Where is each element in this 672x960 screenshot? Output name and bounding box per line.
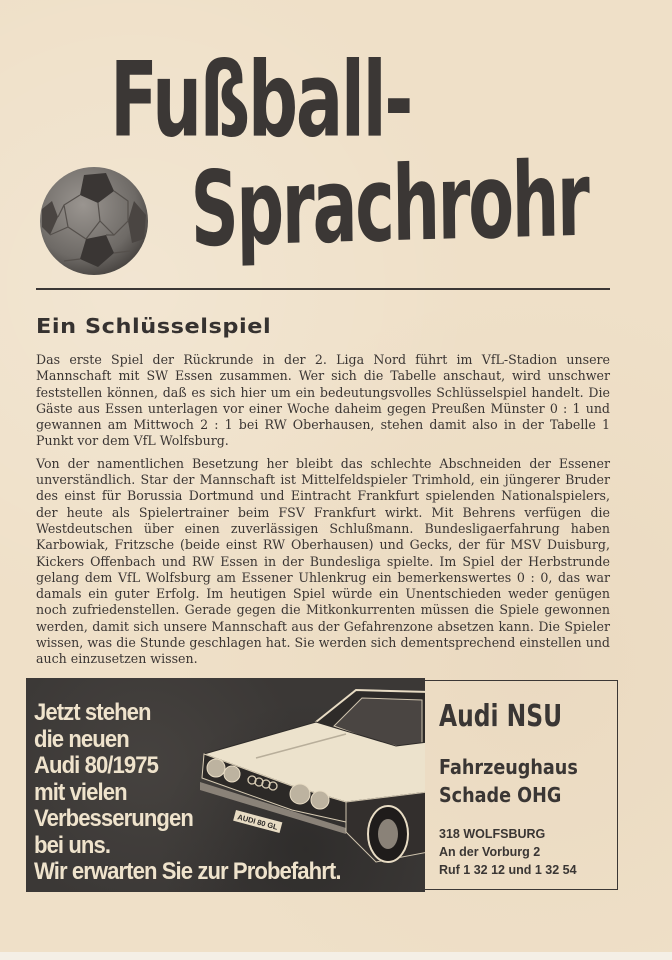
brand-name: Audi NSU [439, 699, 563, 734]
dealer-line: Schade OHG [439, 783, 562, 807]
article-paragraph: Von der namentlichen Besetzung her bleibt das schlechte Abschneiden der Essener unverständlich. Star der Mannschaft ist Mittelfeldspieler Trimhold, ein jüngerer Bruder des einst für Borussia Dortmund und Eintracht Frankfurt spielenden Nationalspielers, der heute als Spielertrainer beim FSV Frankfurt wirkt. Mit Behrens verfügen die Westdeutschen über einen zuverlässigen Schlußmann. Bundesligaerfahrung haben Karbowiak, Fritzsche (beide einst RW Oberhausen) und Gecks, der für MSV Duisburg, Kickers Offenbach und RW Essen in der Bundesliga spielte. Im Spiel der Herbstrunde gelang dem VfL Wolfsburg am Essener Uhlenkrug ein bemerkenswertes 0 : 0, das war damals ein guter Erfolg. Im heutigen Spiel würde ein Unentschieden weder genügen noch zufriedenstellen. Gerade gegen die Mitkonkurrenten müssen die Spiele gewonnen werden, damit sich unsere Mannschaft aus der Gefahrenzone absetzen kann. Die Spieler wissen, was die Stunde geschlagen hat. Sie werden sich dementsprechend einstellen und auch einzusetzen wissen. [36, 455, 610, 667]
slogan-line: bei uns. [34, 831, 111, 859]
slogan-line: Jetzt stehen [34, 699, 151, 726]
horizontal-rule [36, 288, 610, 290]
masthead [0, 0, 672, 290]
advertisement [26, 678, 620, 892]
slogan-line: Verbesserungen [34, 805, 193, 832]
slogan-line: Audi 80/1975 [34, 752, 158, 779]
title-line-1: Fußball- [110, 40, 412, 161]
article-headline: Ein Schlüsselspiel [36, 314, 272, 338]
dealer-name [439, 753, 578, 809]
article-body [36, 352, 610, 674]
license-plate-text: AUDI 80 GL [236, 812, 279, 832]
title-line-2: Sprachrohr [190, 139, 589, 271]
soccer-ball-icon [38, 165, 150, 277]
slogan-line: mit vielen [34, 778, 127, 806]
address-line: Ruf 1 32 12 und 1 32 54 [439, 863, 577, 877]
scan-margin [0, 952, 672, 960]
slogan-line: Wir erwarten Sie zur Probefahrt. [34, 858, 341, 885]
dealer-box [425, 680, 618, 890]
ad-slogan [34, 700, 341, 886]
dealer-address [439, 825, 577, 879]
address-line: 318 WOLFSBURG [439, 827, 546, 841]
address-line: An der Vorburg 2 [439, 845, 541, 859]
ad-image-panel [26, 678, 425, 892]
dealer-line: Fahrzeughaus [439, 755, 578, 779]
slogan-line: die neuen [34, 725, 129, 753]
article-paragraph: Das erste Spiel der Rückrunde in der 2. Liga Nord führt im VfL-Stadion unsere Mannschaft mit SW Essen zusammen. Wer sich die Tabelle anschaut, wird unschwer feststellen können, daß es sich hier um ein bedeutungsvolles Schlüsselspiel handelt. Die Gäste aus Essen unterlagen vor einer Woche daheim gegen Preußen Münster 0 : 1 und gewannen am Mittwoch 2 : 1 bei RW Oberhausen, stehen damit also in der Tabelle 1 Punkt vor dem VfL Wolfsburg. [36, 352, 610, 449]
